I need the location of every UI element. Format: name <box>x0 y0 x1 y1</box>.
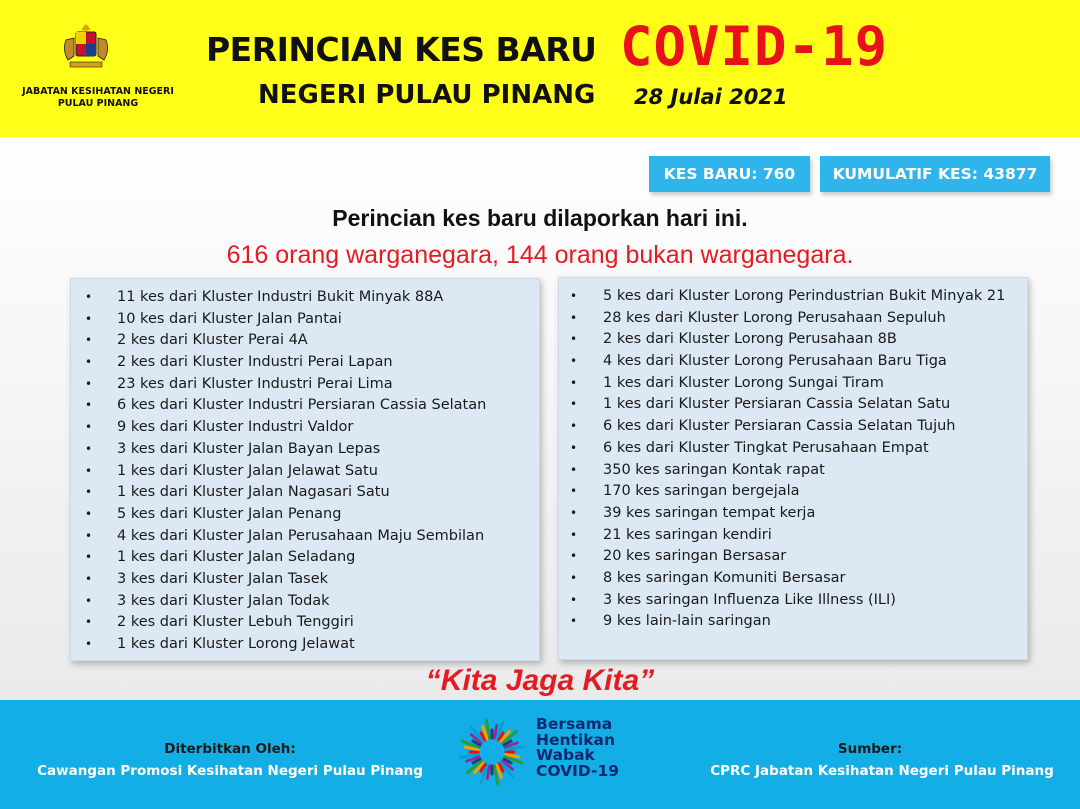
list-item <box>559 503 1027 525</box>
list-item <box>71 417 539 439</box>
list-item <box>71 309 539 331</box>
report-date: 28 Julai 2021 <box>634 85 788 109</box>
list-item-text: 6 kes dari Kluster Tingkat Perusahaan Empat <box>603 439 929 456</box>
source-name: CPRC Jabatan Kesihatan Negeri Pulau Pinang <box>710 763 1054 779</box>
campaign-line: Hentikan <box>536 730 616 749</box>
bullet-icon: • <box>85 506 93 521</box>
page-title: PERINCIAN KES BARU <box>206 30 597 69</box>
bullet-icon: • <box>85 355 93 370</box>
list-item <box>559 438 1027 460</box>
list-item-text: 28 kes dari Kluster Lorong Perusahaan Sepuluh <box>603 309 946 326</box>
list-item-text: 5 kes dari Kluster Jalan Penang <box>117 505 342 522</box>
bullet-icon: • <box>85 333 93 348</box>
cluster-list-right <box>558 277 1028 660</box>
list-item-text: 1 kes dari Kluster Lorong Jelawat <box>117 636 355 652</box>
list-item-text: 1 kes dari Kluster Lorong Sungai Tiram <box>603 374 884 391</box>
list-item <box>559 329 1027 351</box>
list-item <box>71 330 539 352</box>
list-item <box>71 482 539 504</box>
list-item <box>559 373 1027 395</box>
list-item <box>559 590 1027 612</box>
bullet-icon: • <box>85 593 93 608</box>
list-item <box>71 374 539 396</box>
list-item-text: 1 kes dari Kluster Jalan Jelawat Satu <box>117 462 378 479</box>
bullet-icon: • <box>85 463 93 478</box>
bullet-icon: • <box>570 527 578 542</box>
list-item <box>71 591 539 613</box>
list-item-text: 170 kes saringan bergejala <box>603 483 800 500</box>
list-item-text: 1 kes dari Kluster Jalan Nagasari Satu <box>117 484 390 501</box>
bullet-icon: • <box>85 311 93 326</box>
list-item <box>559 460 1027 482</box>
citizenship-breakdown: 616 orang warganegara, 144 orang bukan warganegara. <box>226 241 854 269</box>
list-item-text: 4 kes dari Kluster Jalan Perusahaan Maju Sembilan <box>117 527 485 544</box>
list-item <box>559 351 1027 373</box>
list-item-text: 11 kes dari Kluster Industri Bukit Minyak 88A <box>117 289 444 305</box>
list-item <box>559 611 1027 633</box>
list-item-text: 2 kes dari Kluster Lorong Perusahaan 8B <box>603 331 897 348</box>
list-item-text: 3 kes dari Kluster Jalan Bayan Lepas <box>117 440 381 457</box>
list-item-text: 2 kes dari Kluster Perai 4A <box>117 332 308 349</box>
list-item <box>559 481 1027 503</box>
list-item <box>71 569 539 591</box>
bullet-icon: • <box>570 397 578 412</box>
list-item <box>559 546 1027 568</box>
cumulative-cases-badge: KUMULATIF KES: 43877 <box>820 156 1050 192</box>
list-item-text: 3 kes dari Kluster Jalan Tasek <box>117 570 329 587</box>
bullet-icon: • <box>570 484 578 499</box>
coat-of-arms-icon <box>58 20 114 76</box>
list-item <box>71 287 539 309</box>
list-item <box>71 526 539 548</box>
campaign-line: Bersama <box>536 715 613 733</box>
bullet-icon: • <box>85 398 93 413</box>
bullet-icon: • <box>570 354 578 369</box>
list-item <box>71 612 539 634</box>
bullet-icon: • <box>85 485 93 500</box>
list-item-text: 20 kes saringan Bersasar <box>603 548 787 565</box>
list-item <box>71 634 539 656</box>
list-item <box>71 504 539 526</box>
bullet-icon: • <box>570 549 578 564</box>
list-item-text: 4 kes dari Kluster Lorong Perusahaan Baru Tiga <box>603 353 947 370</box>
list-item <box>71 547 539 569</box>
list-item <box>559 525 1027 547</box>
bullet-icon: • <box>570 592 578 607</box>
bullet-icon: • <box>85 571 93 586</box>
list-item-text: 6 kes dari Kluster Persiaran Cassia Selatan Tujuh <box>603 418 956 435</box>
department-name: JABATAN KESIHATAN NEGERI PULAU PINANG <box>22 86 174 109</box>
campaign-line: Wabak <box>536 746 595 764</box>
bullet-icon: • <box>85 528 93 543</box>
new-cases-badge: KES BARU: 760 <box>649 156 810 192</box>
list-item-text: 9 kes lain-lain saringan <box>603 613 771 630</box>
list-item-text: 2 kes dari Kluster Lebuh Tenggiri <box>117 614 354 631</box>
bullet-icon: • <box>570 310 578 325</box>
bullet-icon: • <box>570 505 578 520</box>
covid-title: COVID-19 <box>620 15 889 78</box>
list-item-text: 23 kes dari Kluster Industri Perai Lima <box>117 375 393 392</box>
source-label: Sumber: <box>837 741 903 757</box>
bullet-icon: • <box>85 376 93 391</box>
list-item <box>559 308 1027 330</box>
bullet-icon: • <box>570 440 578 455</box>
bullet-icon: • <box>85 441 93 456</box>
list-item <box>559 416 1027 438</box>
bullet-icon: • <box>570 289 578 303</box>
state-title: NEGERI PULAU PINANG <box>258 80 596 110</box>
list-item-text: 8 kes saringan Komuniti Bersasar <box>603 569 846 586</box>
list-item <box>559 394 1027 416</box>
campaign-line: COVID-19 <box>536 761 620 780</box>
publisher-label: Diterbitkan Oleh: <box>164 741 296 757</box>
list-item <box>71 461 539 483</box>
campaign-logo-text <box>536 717 619 779</box>
list-item <box>559 568 1027 590</box>
bullet-icon: • <box>570 332 578 347</box>
slogan: “Kita Jaga Kita” <box>425 664 655 697</box>
list-item-text: 21 kes saringan kendiri <box>603 526 772 543</box>
list-item-text: 1 kes dari Kluster Jalan Seladang <box>117 549 356 566</box>
list-item-text: 39 kes saringan tempat kerja <box>603 504 816 521</box>
bullet-icon: • <box>570 570 578 585</box>
summary-heading: Perincian kes baru dilaporkan hari ini. <box>332 205 748 231</box>
bullet-icon: • <box>570 419 578 434</box>
list-item-text: 6 kes dari Kluster Industri Persiaran Cassia Selatan <box>117 397 487 414</box>
bullet-icon: • <box>85 420 93 435</box>
bullet-icon: • <box>570 614 578 629</box>
bullet-icon: • <box>570 462 578 477</box>
bullet-icon: • <box>85 290 93 304</box>
bullet-icon: • <box>85 615 93 630</box>
list-item-text: 5 kes dari Kluster Lorong Perindustrian Bukit Minyak 21 <box>603 288 1006 304</box>
list-item-text: 10 kes dari Kluster Jalan Pantai <box>117 310 342 327</box>
publisher-name: Cawangan Promosi Kesihatan Negeri Pulau Pinang <box>37 763 423 779</box>
list-item <box>71 439 539 461</box>
list-item <box>71 395 539 417</box>
list-item-text: 3 kes saringan Influenza Like Illness (ILI) <box>603 591 896 608</box>
bullet-icon: • <box>570 375 578 390</box>
cluster-list-left <box>70 278 540 661</box>
list-item-text: 350 kes saringan Kontak rapat <box>603 461 825 478</box>
list-item-text: 2 kes dari Kluster Industri Perai Lapan <box>117 354 393 371</box>
campaign-logo-icon <box>456 716 528 788</box>
list-item <box>559 286 1027 308</box>
list-item-text: 9 kes dari Kluster Industri Valdor <box>117 419 354 436</box>
bullet-icon: • <box>85 550 93 565</box>
bullet-icon: • <box>85 637 93 651</box>
list-item-text: 3 kes dari Kluster Jalan Todak <box>117 592 330 609</box>
list-item-text: 1 kes dari Kluster Persiaran Cassia Selatan Satu <box>603 396 951 413</box>
list-item <box>71 352 539 374</box>
